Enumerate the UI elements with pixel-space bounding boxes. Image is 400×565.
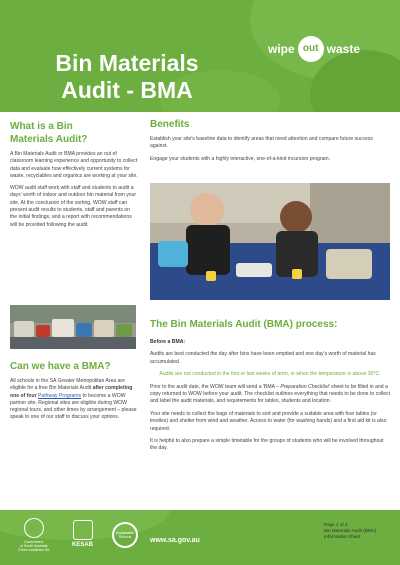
gov-text [18, 540, 50, 552]
logo-waste: waste [326, 42, 361, 56]
eligibility-part: to become a WOW partner site. Regional sites are eligible during WOW regional tours, and other times by arrangement – please speak to one of our staff to discuss your options. [10, 392, 137, 421]
pathway-programs-link[interactable]: Pathway Programs [38, 392, 82, 399]
eligibility-bold: after completing one of four [10, 385, 133, 399]
website-link[interactable]: www.sa.gov.au [150, 537, 200, 544]
gov-line: Government [24, 540, 44, 544]
process-step-4: It is helpful to also prepare a simple timetable for the groups of students who will be involved throughout the day. [150, 438, 384, 452]
process-step-1: Audits are best conducted the day after bins have been emptied and one day's worth of material has accumulated. [150, 351, 376, 365]
students-sorting-photo [150, 183, 390, 300]
document-title [22, 50, 232, 104]
right-column-lower [150, 318, 390, 453]
benefits-heading: Benefits [150, 119, 190, 130]
sustainable-schools-badge: Sustainable Schools [112, 522, 138, 548]
sustainable-schools-logo [112, 522, 138, 548]
left-column-lower [10, 352, 138, 422]
government-seal-icon [24, 518, 44, 538]
checklist-name: Preparation Checklist [280, 383, 329, 390]
bma-process-heading: The Bin Materials Audit (BMA) process: [150, 319, 338, 330]
document-name: Bin Materials Audit (BMA) [324, 528, 377, 534]
header-banner [0, 0, 400, 112]
wipe-out-waste-logo [268, 36, 360, 62]
heading-line: Materials Audit? [10, 134, 88, 145]
benefit-2: Engage your students with a highly interactive, one-of-a-kind incursion program. [150, 155, 331, 162]
benefit-1: Establish your site's baseline data to identify areas that need attention and compare future success against. [150, 136, 373, 150]
kesab-logo [72, 520, 93, 548]
eligibility-part: All schools in the SA Greater Metropolitan Area are eligible for a free Bin Materials Audit [10, 378, 125, 392]
sorting-table-photo [10, 305, 136, 349]
heading-line: What is a Bin [10, 121, 73, 132]
step-text: ' sheet to be filled in and a copy returned to WOW before your audit. The checklist outlines everything that needs to be done to collect and label the audit materials, and requirements for tables, students and location. [150, 383, 391, 405]
before-bma-label: Before a BMA: [150, 339, 186, 345]
process-step-3: Your site needs to collect the bags of materials to sort and provide a suitable area with four tables (or trestles) and shelter from wind and weather. Access to water (for washing hands) and a first aid kit is also required. [150, 410, 387, 432]
what-is-bma-heading [10, 120, 138, 146]
page-info [324, 522, 376, 541]
step-text: Prior to the audit date, the WOW team will send a 'BMA – [150, 383, 281, 390]
kesab-icon [73, 520, 93, 540]
audit-staff-description: WOW audit staff work with staff and students to audit a days' worth of indoor and outdoor bin material from your site. At the conclusion of the sorting, WOW staff can present audit results to students, staff and parents on the initial findings, and a report with recommendations will be provided following the audit. [10, 185, 137, 228]
right-column-top [150, 112, 390, 163]
title-line-2: Audit - BMA [61, 77, 193, 103]
process-step-2 [150, 384, 390, 406]
can-we-have-bma-heading: Can we have a BMA? [10, 361, 111, 372]
document-type: Information Sheet [324, 534, 361, 540]
page-number: Page 1 of 2 [324, 522, 348, 527]
logo-out-circle: out [298, 36, 324, 62]
left-column [10, 112, 138, 229]
title-line-1: Bin Materials [55, 50, 199, 76]
logo-wipe: wipe [268, 42, 295, 56]
government-sa-logo [18, 518, 50, 552]
bma-description: A Bin Materials Audit or BMA provides an out of classroom learning experience and opportunity to collect data and evaluate how effectively current systems for waste, recyclables and organics are working at your site. [10, 151, 138, 179]
gov-line: of South Australia [20, 544, 48, 548]
process-note: Audits are not conducted in the first or last weeks of term, or when the temperature is above 30°C. [159, 371, 381, 378]
kesab-label: KESAB [72, 542, 94, 548]
eligibility-text [10, 378, 138, 422]
gov-line: Green Industries SA [18, 548, 50, 552]
